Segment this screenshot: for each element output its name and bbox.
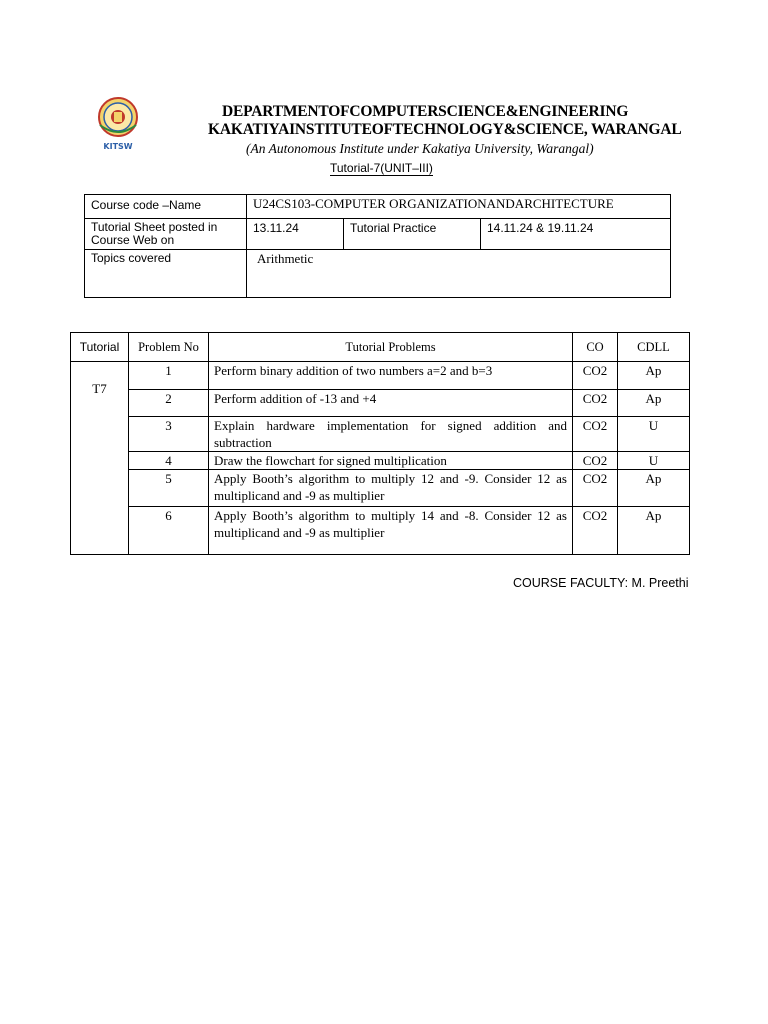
problem-text: Apply Booth’s algorithm to multiply 12 and -9. Consider 12 as multiplicand and -9 as multiplier [209,470,573,507]
practice-label: Tutorial Practice [344,219,481,250]
problem-text: Explain hardware implementation for signed addition and subtraction [209,417,573,452]
tutorial-title: Tutorial-7(UNIT–III) [330,161,433,175]
cdll-cell: Ap [618,470,690,507]
table-row [71,362,690,390]
cdll-cell: Ap [618,390,690,417]
cdll-cell: Ap [618,362,690,390]
problem-no: 1 [129,362,209,390]
header-problem-no: Problem No [129,333,209,362]
posted-value: 13.11.24 [247,219,344,250]
institute-title: KAKATIYAINSTITUTEOFTECHNOLOGY&SCIENCE, WARANGAL [208,121,682,138]
problem-no: 5 [129,470,209,507]
co-cell: CO2 [573,452,618,470]
problem-no: 4 [129,452,209,470]
co-cell: CO2 [573,390,618,417]
co-cell: CO2 [573,417,618,452]
table-row [71,507,690,555]
problem-no: 6 [129,507,209,555]
problem-text: Apply Booth’s algorithm to multiply 14 and -8. Consider 12 as multiplicand and -9 as multiplier [209,507,573,555]
topics-value: Arithmetic [247,250,671,298]
problems-table [70,332,690,555]
posted-label: Tutorial Sheet posted in Course Web on [85,219,247,250]
table-row [71,452,690,470]
problem-text: Draw the flowchart for signed multiplication [209,452,573,470]
problem-no: 2 [129,390,209,417]
table-row [71,470,690,507]
header-co: CO [573,333,618,362]
course-code-label: Course code –Name [85,195,247,219]
header-cdll: CDLL [618,333,690,362]
cdll-cell: Ap [618,507,690,555]
table-row [71,417,690,452]
department-title: DEPARTMENTOFCOMPUTERSCIENCE&ENGINEERING [222,103,629,120]
problem-no: 3 [129,417,209,452]
table-row [71,390,690,417]
cdll-cell: U [618,417,690,452]
svg-text:KITSW: KITSW [103,142,133,151]
affiliation-text: (An Autonomous Institute under Kakatiya University, Warangal) [246,141,594,156]
course-code-value: U24CS103-COMPUTER ORGANIZATIONANDARCHITECTURE [247,195,671,219]
course-info-table [84,194,671,298]
co-cell: CO2 [573,470,618,507]
header-tutorial-problems: Tutorial Problems [209,333,573,362]
co-cell: CO2 [573,362,618,390]
problem-text: Perform addition of -13 and +4 [209,390,573,417]
course-faculty: COURSE FACULTY: M. Preethi [513,576,689,590]
cdll-cell: U [618,452,690,470]
tutorial-cell: T7 [71,362,129,555]
table-header-row [71,333,690,362]
problem-text: Perform binary addition of two numbers a=2 and b=3 [209,362,573,390]
topics-label: Topics covered [85,250,247,298]
header-tutorial: Tutorial [71,333,129,362]
co-cell: CO2 [573,507,618,555]
kitsw-logo [92,95,144,153]
practice-value: 14.11.24 & 19.11.24 [481,219,671,250]
